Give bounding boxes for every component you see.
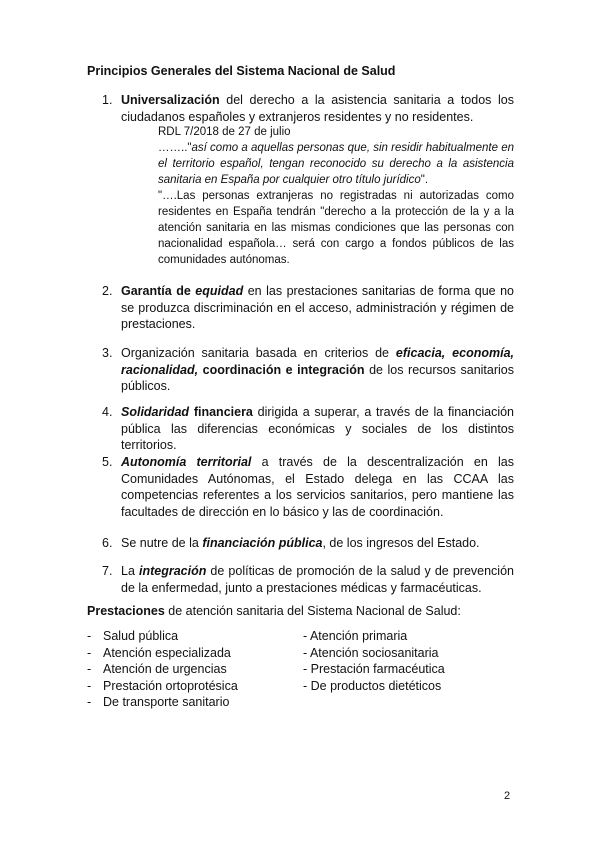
quote-reference: RDL 7/2018 de 27 de julio bbox=[158, 126, 291, 138]
prestaciones-list-right bbox=[303, 628, 445, 694]
prestaciones-heading: Prestaciones de atención sanitaria del Sistema Nacional de Salud: bbox=[87, 604, 461, 618]
quote-paragraph: "….Las personas extranjeras no registradas ni autorizadas como residentes en España tendrán "derecho a la protección de la y a la atención sanitaria en las mismas condiciones que las personas con nacionalidad española… será con cargo a fondos públicos de las comunidades autónomas. bbox=[158, 190, 514, 266]
item-lead: Universalización bbox=[121, 93, 220, 107]
list-item: - Atención primaria bbox=[303, 629, 408, 643]
item-number: 1. bbox=[102, 93, 113, 107]
principle-item-7: 7. La integración de políticas de promoción de la salud y de prevención de la enfermedad, junto a prestaciones médicas y farmacéuticas. bbox=[102, 564, 514, 595]
legal-quote bbox=[158, 124, 514, 268]
principle-item-2: 2. Garantía de equidad en las prestaciones sanitarias de forma que no se produzca discriminación en el acceso, administración y régimen de prestaciones. bbox=[102, 284, 515, 331]
principle-item-3: 3. Organización sanitaria basada en criterios de eficacia, economía, racionalidad, coordinación e integración de los recursos sanitarios públicos. bbox=[102, 346, 514, 393]
list-item: - Prestación farmacéutica bbox=[303, 662, 445, 676]
item-number: 7. bbox=[102, 564, 113, 578]
item-number: 4. bbox=[102, 405, 113, 419]
page-number: 2 bbox=[504, 790, 511, 802]
document-page: Principios Generales del Sistema Nacional de Salud 1. Universalización del derecho a la asistencia sanitaria a todos los ciudadanos españoles y extranjeros residentes y no residentes. RDL 7/2018 de 27 de julio …….."así como a aquellas personas que, sin residir habitualmente en el territorio español, tengan reconocido su derecho a la asistencia sanitaria en España por cualquier otro título jurídico". "….Las personas extranjeras no registradas ni autorizadas como residentes en España tendrán "derecho a la protección de la y a la atención sanitaria en las mismas condiciones que las personas con nacionalidad española… será con cargo a fondos públicos de las comunidades autónomas. 2. Garantía de equidad en las prestaciones sanitarias de forma que no se produzca discriminación en el acceso, administración y régimen de prestaciones. 3. Organización sanitaria basada en criterios de eficacia, economía, racionalidad, coordinación e integración de los recursos sanitarios públicos. 4. Solidaridad financiera dirigida a superar, a través de la financiación pública las diferencias económicas y sociales de los distintos territorios. 5. Autonomía territorial a través de la descentralización en las Comunidades Autónomas, el Estado delega en las CCAA las competencias referentes a los servicios sanitarios, pero mantiene las facultades de dirección en lo básico y las de coordinación. 6. Se nutre de la financiación pública, de los ingresos del Estado. 7. La integración de políticas de promoción de la salud y de prevención de la enfermedad, junto a prestaciones médicas y farmacéuticas. Prestaciones de atención sanitaria del Sistema Nacional de Salud: - Salud pública - Atención especializada - Atención de urgencias - Prestación ortoprotésica - De transporte sanitario - Atención primaria - Atención sociosanitaria - Prestación farmacéutica - De productos dietéticos 2 bbox=[87, 64, 515, 802]
item-number: 5. bbox=[102, 455, 113, 469]
principle-item-6: 6. Se nutre de la financiación pública, de los ingresos del Estado. bbox=[102, 536, 480, 550]
principle-item-5: 5. Autonomía territorial a través de la descentralización en las Comunidades Autónomas, el Estado delega en las CCAA las competencias referentes a los servicios sanitarios, pero mantiene las facultades de dirección en lo básico y las de coordinación. bbox=[102, 455, 514, 519]
item-number: 2. bbox=[102, 284, 113, 298]
principle-item-1 bbox=[102, 92, 514, 125]
item-number: 6. bbox=[102, 536, 113, 550]
list-item: - Atención sociosanitaria bbox=[303, 645, 439, 660]
item-number: 3. bbox=[102, 346, 113, 360]
item-text: del derecho a la asistencia sanitaria a todos los ciudadanos españoles y extranjeros residentes y no residentes. bbox=[121, 93, 514, 124]
list-item: - De productos dietéticos bbox=[303, 678, 442, 693]
quote-italic-paragraph: …….."así como a aquellas personas que, sin residir habitualmente en el territorio español, tengan reconocido su derecho a la asistencia sanitaria en España por cualquier otro título jurídico". bbox=[158, 142, 514, 186]
principle-item-4: 4. Solidaridad financiera dirigida a superar, a través de la financiación pública las diferencias económicas y sociales de los distintos territorios. bbox=[102, 405, 514, 452]
page-title: Principios Generales del Sistema Nacional de Salud bbox=[87, 64, 396, 78]
